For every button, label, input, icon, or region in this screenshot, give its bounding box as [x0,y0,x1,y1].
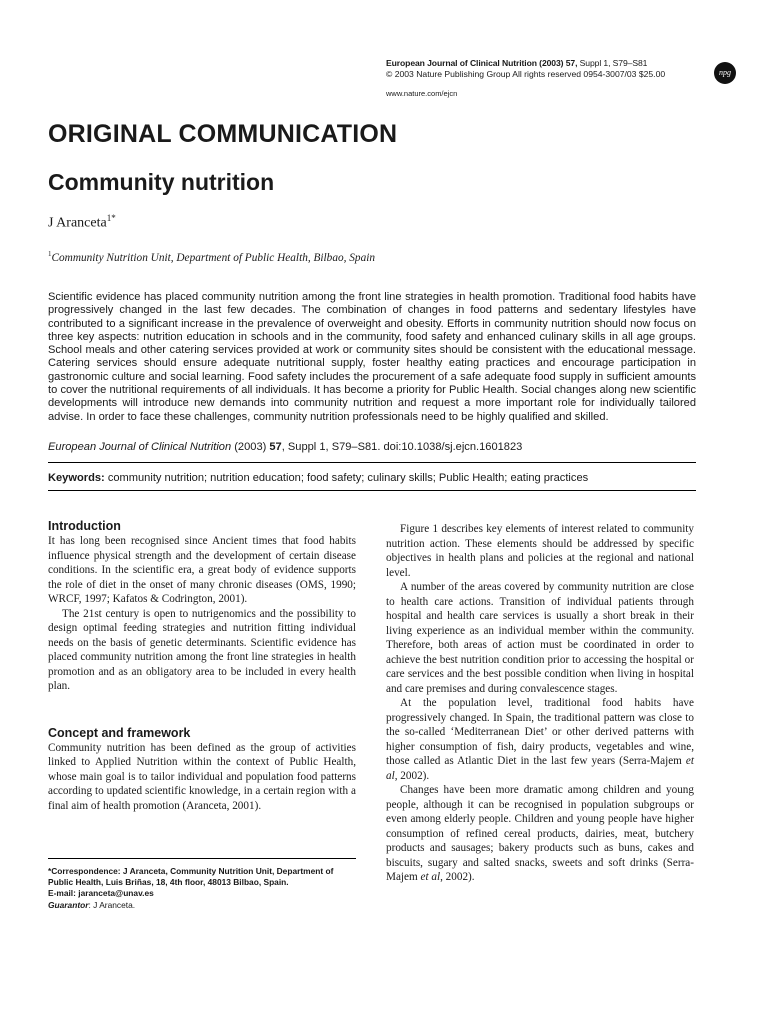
intro-paragraph-2: The 21st century is open to nutrigenomics and the possibility to design optimal feeding strategies and nutrition fitting individual needs on the basis of genetic determinants. Scientific evidence has placed community nutrition among the front line strategies in health promotion and as an obligatory area to be included in every health plan. [48,607,356,692]
section-type: ORIGINAL COMMUNICATION [48,120,398,148]
affiliation-mark: 1 [48,250,52,258]
journal-reference: European Journal of Clinical Nutrition (2003) 57, Suppl 1, S79–S81 [386,58,648,68]
right-paragraph-4: Changes have been more dramatic among children and young people, although it can be recognised in population subgroups or even among elderly people. Children and young people have higher consumption of refined cereal products, dairies, meat, butchery products and sausages; bakery products such as buns, cakes and biscuits, sugary and salted snacks, sweets and soft drinks (Serra-Majem et al, 2002). [386,784,694,883]
right-column [386,522,694,885]
correspondence [48,866,358,911]
right-paragraph-3: At the population level, traditional food habits have progressively changed. In Spain, the traditional pattern was close to the so-called ‘Mediterranean Diet’ or other derived patterns with higher consumption of fish, dairy products, vegetables and wine, those called as Atlantic Diet in the last few years (Serra-Majem et al, 2002). [386,697,694,782]
right-paragraph-2: A number of the areas covered by community nutrition are close to health care actions. Transition of individual patients through hospital and health care services is usually a short break in their living experience as an individual member within the community. Therefore, both areas of action must be coordinated in order to achieve the best nutrition condition prior to accessing the hospital or care services and the best possible condition when living in hospital and care premises and during convalescence stages. [386,581,694,695]
concept-heading: Concept and framework [48,725,191,740]
concept-paragraph-1: Community nutrition has been defined as the group of activities linked to Applied Nutrition within the context of Public Health, whose main goal is to tailor individual and population food patterns according to updated scientific knowledge, in a certain region with a final aim of health promotion (Aranceta, 2001). [48,741,356,812]
affiliation: $^1$Community Nutrition Unit, Department of Public Health, Bilbao, Spain [48,250,376,264]
divider-top [48,462,696,463]
author-marks: 1* [106,213,116,223]
correspondence-email[interactable]: E-mail: jaranceta@unav.es [48,888,154,899]
journal-url[interactable]: www.nature.com/ejcn [386,89,458,98]
copyright-line: © 2003 Nature Publishing Group All rights reserved 0954-3007/03 $25.00 [386,69,666,79]
left-column [48,519,356,813]
divider-bottom [48,490,696,491]
footnote-divider [48,858,356,859]
journal-header [386,58,716,99]
author-line [48,213,116,232]
citation: European Journal of Clinical Nutrition (2003) 57, Suppl 1, S79–S81. doi:10.1038/sj.ejcn.1601823 [48,441,523,453]
keywords: Keywords: community nutrition; nutrition education; food safety; culinary skills; Public Health; eating practices [48,472,589,484]
article-title: Community nutrition [48,169,275,195]
abstract: Scientific evidence has placed community nutrition among the front line strategies in health promotion. Traditional food habits have progressively changed in the last few decades. The combination of changes in food patterns and sedentary lifestyles have contributed to a significant increase in the prevalence of overweight and obesity. Efforts in community nutrition should now focus on three key aspects: nutrition education in schools and in the community, food safety and enhanced culinary skills in all age groups. School meals and other catering services provided at work or community sites should be consistent with the educational message. Catering services should ensure adequate nutritional supply, foster healthy eating practices and encourage participation in gastronomic culture and social learning. Food safety includes the procurement of a safe adequate food supply in sufficient amounts to cover the nutritional requirements of all individuals. It has become a priority for Public Health. Social changes along new scientific developments will introduce new demands into community nutrition and request a more important role for individually tailored advise. In order to face these challenges, community nutrition professionals need to be highly qualified and skilled. [48,291,696,423]
intro-heading: Introduction [48,519,121,533]
npg-logo: npg [714,62,736,84]
guarantor: Guarantor: J Aranceta. [48,899,136,910]
correspondence-address: *Correspondence: J Aranceta, Community Nutrition Unit, Department of Public Health, Luis Briñas, 18, 4th floor, 48013 Bilbao, Spain. [48,866,334,888]
intro-paragraph-1: It has long been recognised since Ancient times that food habits influence physical strength and the development of certain disease conditions. In the scientific era, a great body of evidence supports the role of diet in the onset of many chronic diseases (OMS, 1990; WRCF, 1997; Kafatos & Codrington, 2001). [48,535,356,605]
right-paragraph-1: Figure 1 describes key elements of interest related to community nutrition action. These elements should be addressed by specific objectives in health plans and policies at the regional and national level. [386,523,694,579]
author-name: J Aranceta [48,215,107,231]
